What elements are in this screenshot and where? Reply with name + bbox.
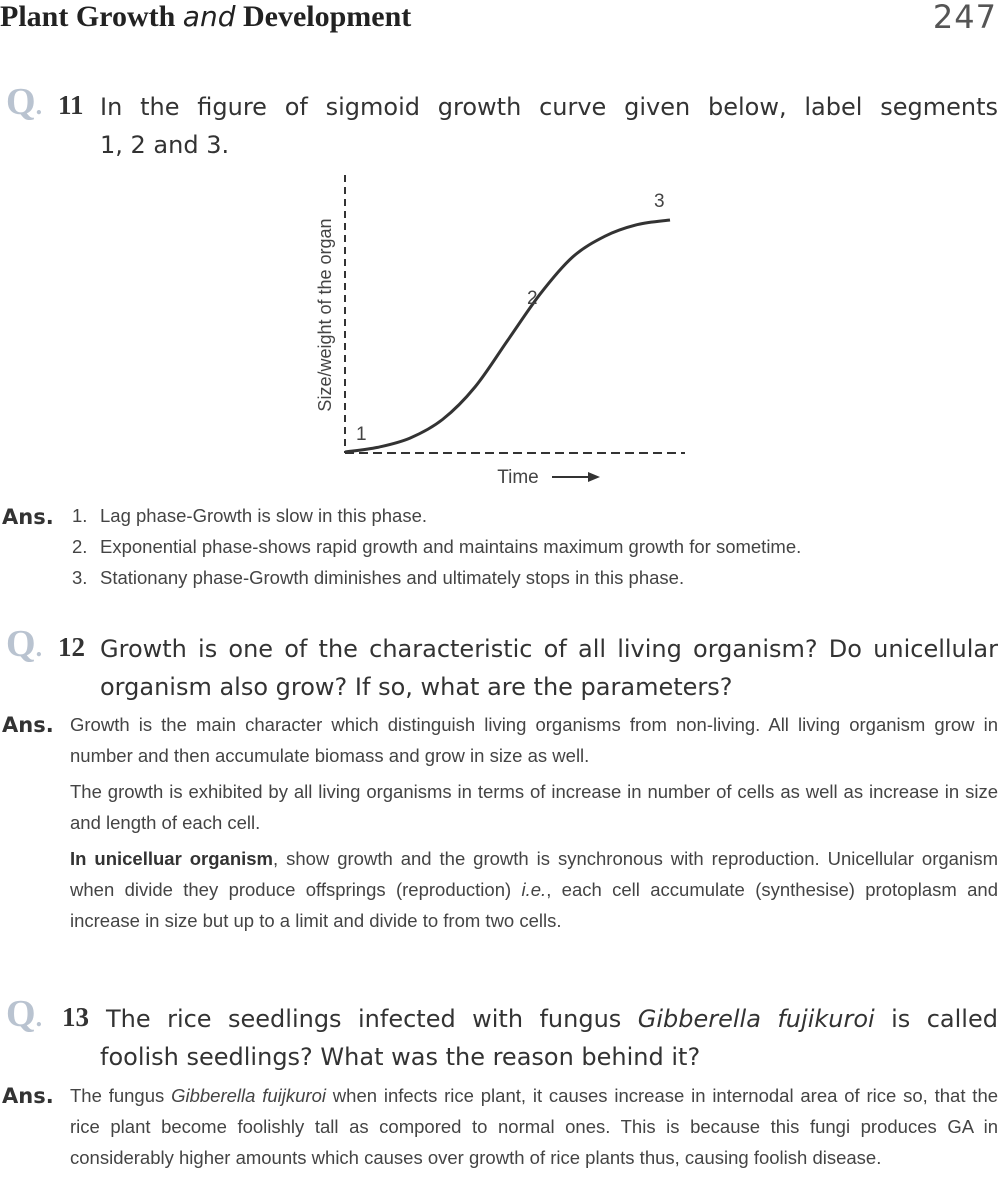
question-13-line1	[106, 1000, 998, 1038]
question-12-number: 12	[58, 632, 85, 662]
answer-11-item-2-text: Exponential phase-shows rapid growth and maintains maximum growth for sometime.	[100, 536, 802, 557]
x-axis-label: Time	[497, 467, 539, 488]
question-13-mark: Q.	[6, 993, 43, 1035]
answer-12-para-3-a: , show growth and the growth is synchronous with reproduction. Unicellular organism when divide they produce offsprings (reproduction)	[70, 848, 998, 900]
segment-label-2: 2	[527, 288, 538, 309]
answer-11-item-2	[72, 536, 801, 558]
answer-12-para-3-ie: i.e.	[521, 879, 547, 900]
header-title-part2: Development	[242, 0, 412, 33]
question-12-mark: Q.	[6, 623, 43, 665]
answer-12-label: Ans.	[2, 713, 54, 737]
question-13-mark-letter: Q	[6, 993, 36, 1035]
segment-label-1: 1	[356, 424, 367, 445]
question-11-line1: In the figure of sigmoid growth curve given below, label segments	[100, 93, 998, 121]
answer-13-para-italic: Gibberella fuijkuroi	[171, 1085, 326, 1106]
answer-11-item-2-number: 2.	[72, 536, 88, 557]
answer-11-item-3-number: 3.	[72, 567, 88, 588]
answer-11-item-3	[72, 567, 684, 589]
question-11-line2: 1, 2 and 3.	[100, 131, 230, 159]
segment-label-3: 3	[654, 191, 665, 212]
question-11-mark-letter: Q	[6, 81, 36, 123]
question-13-line2: foolish seedlings? What was the reason behind it?	[100, 1043, 701, 1071]
answer-13-label: Ans.	[2, 1084, 54, 1108]
answer-11-item-1-number: 1.	[72, 505, 88, 526]
answer-13-para-b: when infects rice plant, it causes increase in internodal area of rice so, that the rice plant become foolishly tall as compored to normal ones. This is because this fungi produces GA in considerably higher amounts which causes over growth of rice plants thus, causing foolish disease.	[70, 1085, 999, 1168]
question-12-line1: Growth is one of the characteristic of all living organism? Do unicellular	[100, 635, 998, 663]
answer-12-para-3	[70, 843, 998, 936]
answer-12-para-3-lead: In unicelluar organism	[70, 848, 273, 869]
page-header-title	[0, 0, 411, 34]
question-12-mark-letter: Q	[6, 623, 36, 665]
answer-12-para-2: The growth is exhibited by all living organisms in terms of increase in number of cells as well as increase in size and length of each cell.	[70, 781, 998, 833]
question-13-number: 13	[62, 1002, 89, 1032]
time-arrow-icon	[588, 472, 600, 482]
sigmoid-growth-figure	[0, 165, 999, 495]
question-11-number: 11	[58, 90, 84, 120]
sigmoid-curve	[345, 220, 670, 452]
answer-11-item-1	[72, 505, 427, 527]
page-number: 247	[932, 0, 997, 36]
answer-11-item-3-text: Stationany phase-Growth diminishes and ultimately stops in this phase.	[100, 567, 685, 588]
answer-12-para-1: Growth is the main character which distinguish living organisms from non-living. All living organism grow in number and then accumulate biomass and grow in size as well.	[70, 714, 998, 766]
answer-11-item-1-text: Lag phase-Growth is slow in this phase.	[100, 505, 428, 526]
answer-13-para	[70, 1080, 998, 1173]
answer-11-label: Ans.	[2, 505, 54, 529]
question-13-line1-italic: Gibberella fujikuroi	[637, 1005, 875, 1033]
answer-12-para-3-b: , each cell accumulate (synthesise) protoplasm and increase in size but up to a limit and divide to from two cells.	[70, 879, 998, 931]
y-axis-label: Size/weight of the organ	[315, 218, 335, 412]
question-11-mark: Q.	[6, 81, 43, 123]
header-title-part1: Plant Growth	[0, 0, 176, 33]
question-12-line2: organism also grow? If so, what are the parameters?	[100, 673, 733, 701]
question-13-line1-a: The rice seedlings infected with fungus	[106, 1005, 622, 1033]
question-13-line1-b: is called	[891, 1005, 998, 1033]
answer-13-para-a: The fungus	[70, 1085, 172, 1106]
header-title-italic: and	[182, 0, 236, 33]
